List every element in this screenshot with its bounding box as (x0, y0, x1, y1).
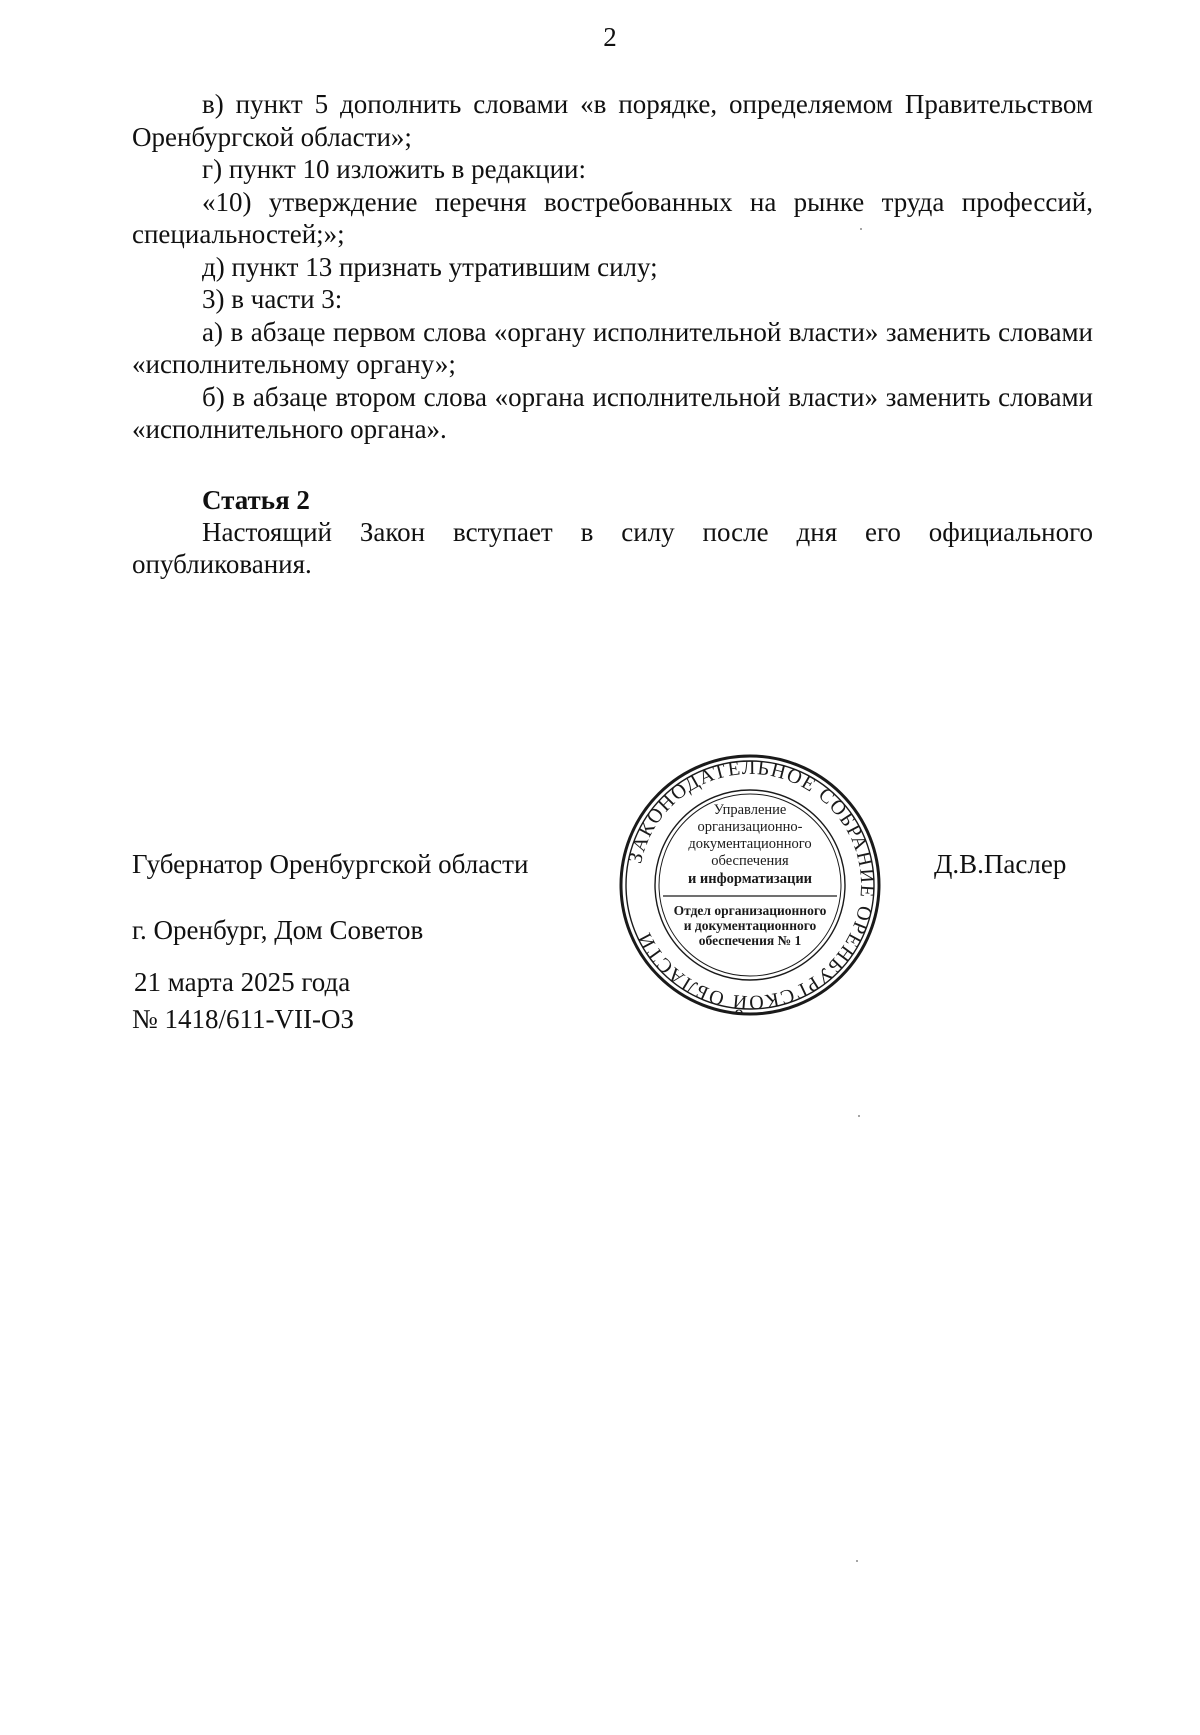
seal-inner-line-4: обеспечения (711, 853, 789, 869)
page-number: 2 (603, 22, 617, 52)
paragraph-b: б) в абзаце втором слова «органа исполнительной власти» заменить словами «исполнительного органа». (132, 381, 1093, 444)
scan-speck (858, 1115, 860, 1117)
seal-dept-line-2: и документационного (683, 918, 817, 933)
article-2-heading: Статья 2 (202, 484, 310, 515)
seal-inner-line-2: организационно- (697, 819, 803, 835)
scan-speck (856, 1560, 858, 1562)
paragraph-d: д) пункт 13 признать утратившим силу; (202, 251, 658, 282)
signing-date: 21 марта 2025 года (134, 967, 351, 997)
signatory-name: Д.В.Паслер (934, 849, 1067, 879)
seal-dept-line-1: Отдел организационного (673, 903, 827, 918)
article-2-text: Настоящий Закон вступает в силу после дня его официального опубликования. (132, 516, 1093, 579)
paragraph-10: «10) утверждение перечня востребованных на рынке труда профессий, специальностей;»; (132, 186, 1093, 249)
seal-inner-line-1: Управление (713, 802, 787, 818)
official-seal-stamp (615, 750, 885, 1020)
document-body (132, 88, 1093, 581)
law-number: № 1418/611-VII-ОЗ (132, 1004, 354, 1034)
signatory-position: Губернатор Оренбургской области (132, 849, 529, 879)
paragraph-v: в) пункт 5 дополнить словами «в порядке, определяемом Правительством Оренбургской области»; (132, 89, 1093, 152)
seal-inner-line-3: документационного (688, 836, 812, 852)
paragraph-part3: 3) в части 3: (202, 284, 343, 314)
seal-dept-line-3: обеспечения № 1 (698, 933, 802, 948)
signing-place: г. Оренбург, Дом Советов (132, 915, 424, 945)
paragraph-a: а) в абзаце первом слова «органу исполнительной власти» заменить словами «исполнительному органу»; (132, 316, 1093, 379)
seal-ring-text: ЗАКОНОДАТЕЛЬНОЕ СОБРАНИЕ ОРЕНБУРГСКОЙ ОБЛАСТИ (624, 756, 879, 1014)
scan-speck (860, 228, 862, 230)
seal-inner-line-5: и информатизации (687, 871, 813, 887)
paragraph-g: г) пункт 10 изложить в редакции: (202, 154, 586, 184)
